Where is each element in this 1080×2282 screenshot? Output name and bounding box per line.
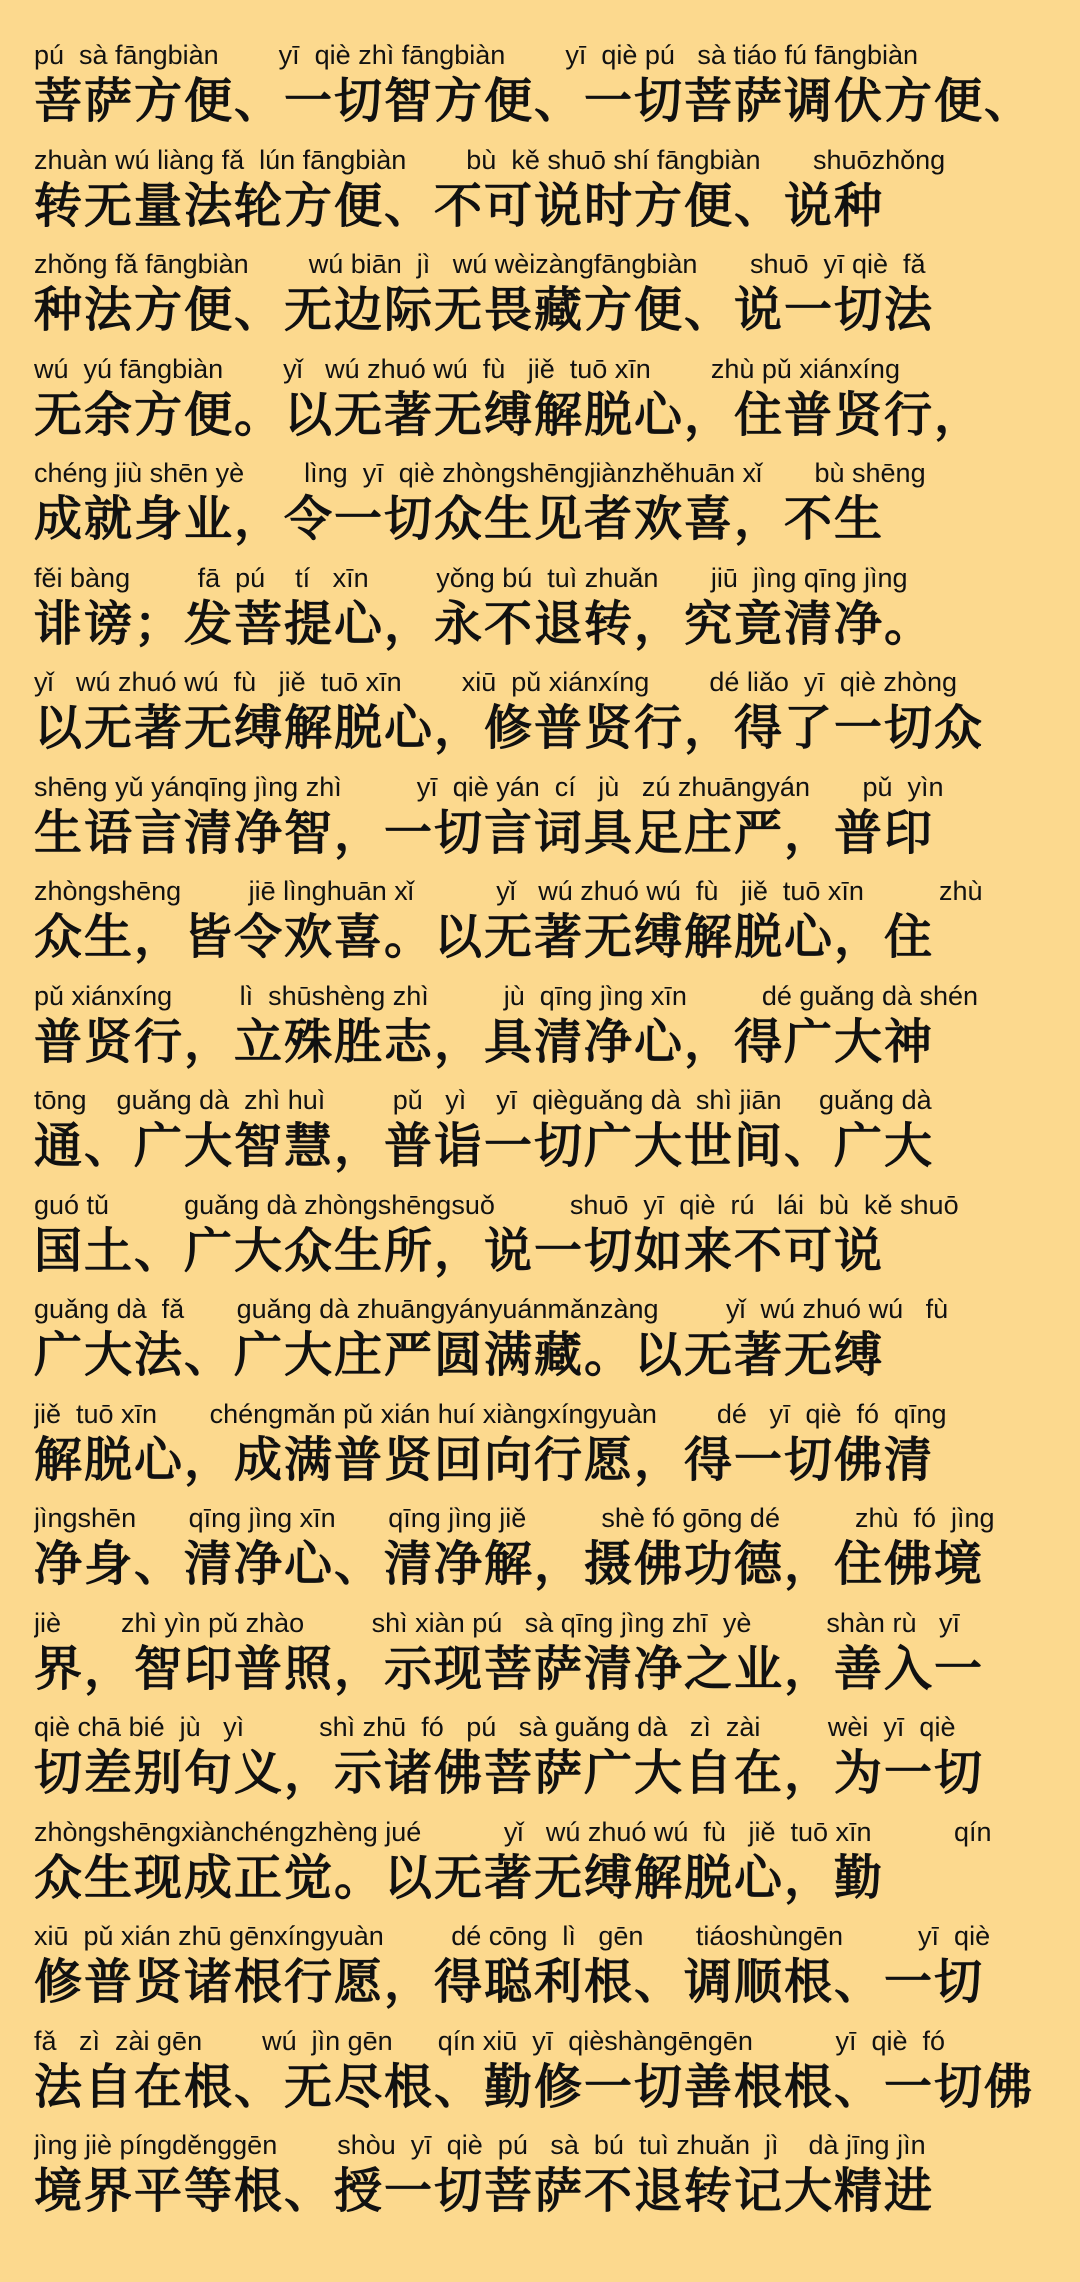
hanzi-row: 众生，皆令欢喜。以无著无缚解脱心，住 — [34, 909, 935, 965]
pinyin-row: guó tǔ guǎng dà zhòngshēngsuǒ shuō yī qiè rú lái bù kě shuō — [34, 1189, 959, 1220]
text-line — [34, 1294, 1056, 1399]
hanzi-row: 诽谤；发菩提心，永不退转，究竟清净。 — [34, 595, 935, 652]
text-line — [34, 249, 1056, 354]
hanzi-row: 以无著无缚解脱心，修普贤行，得了一切众 — [34, 700, 985, 756]
pinyin-row: jìngshēn qīng jìng xīn qīng jìng jiě shè fó gōng dé zhù fó jìng — [34, 1503, 995, 1533]
hanzi-row: 众生现成正觉。以无著无缚解脱心，勤 — [34, 1849, 885, 1906]
hanzi-row: 通、广大智慧，普诣一切广大世间、广大 — [34, 1118, 935, 1174]
hanzi-row: 广大法、广大庄严圆满藏。以无著无缚 — [34, 1327, 885, 1383]
pinyin-row: zhòngshēngxiànchéngzhèng jué yǐ wú zhuó wú fù jiě tuō xīn qín — [34, 1816, 992, 1847]
text-line — [34, 40, 1056, 145]
pinyin-row: chéng jiù shēn yè lìng yī qiè zhòngshēngjiànzhěhuān xǐ bù shēng — [34, 458, 926, 488]
text-line — [34, 667, 1056, 772]
hanzi-row: 解脱心，成满普贤回向行愿，得一切佛清 — [34, 1431, 935, 1488]
pinyin-row: fěi bàng fā pú tí xīn yǒng bú tuì zhuǎn jiū jìng qīng jìng — [34, 562, 908, 593]
pinyin-row: pǔ xiánxíng lì shūshèng zhì jù qīng jìng xīn dé guǎng dà shén — [34, 980, 979, 1011]
text-line — [34, 1921, 1056, 2026]
text-line — [34, 1712, 1056, 1817]
hanzi-row: 无余方便。以无著无缚解脱心，住普贤行， — [34, 386, 985, 443]
pinyin-row: guǎng dà fǎ guǎng dà zhuāngyányuánmǎnzàng yǐ wú zhuó wú fù — [34, 1294, 949, 1324]
text-line — [34, 1085, 1056, 1190]
hanzi-row: 种法方便、无边际无畏藏方便、说一切法 — [34, 282, 935, 338]
hanzi-row: 菩萨方便、一切智方便、一切菩萨调伏方便、 — [34, 73, 1035, 129]
text-line — [34, 458, 1056, 563]
hanzi-row: 普贤行，立殊胜志，具清净心，得广大神 — [34, 1013, 935, 1070]
pinyin-row: qiè chā bié jù yì shì zhū fó pú sà guǎng dà zì zài wèi yī qiè — [34, 1712, 956, 1742]
pinyin-row: zhǒng fǎ fāngbiàn wú biān jì wú wèizàngfāngbiàn shuō yī qiè fǎ — [34, 249, 926, 279]
text-line — [34, 354, 1056, 459]
pinyin-row: zhòngshēng jiē lìnghuān xǐ yǐ wú zhuó wú fù jiě tuō xīn zhù — [34, 876, 983, 906]
hanzi-row: 法自在根、无尽根、勤修一切善根根、一切佛 — [34, 2058, 1035, 2115]
pinyin-row: yǐ wú zhuó wú fù jiě tuō xīn xiū pǔ xiánxíng dé liǎo yī qiè zhòng — [34, 667, 957, 697]
text-line — [34, 2130, 1056, 2235]
text-line — [34, 1190, 1056, 1295]
text-line — [34, 876, 1056, 981]
pinyin-row: zhuàn wú liàng fǎ lún fāngbiàn bù kě shuō shí fāngbiàn shuōzhǒng — [34, 144, 946, 175]
text-line — [34, 1608, 1056, 1713]
hanzi-row: 界，智印普照，示现菩萨清净之业，善入一 — [34, 1640, 985, 1697]
pinyin-row: wú yú fāngbiàn yǐ wú zhuó wú fù jiě tuō xīn zhù pǔ xiánxíng — [34, 353, 900, 384]
text-line — [34, 563, 1056, 668]
pinyin-row: fǎ zì zài gēn wú jìn gēn qín xiū yī qièshàngēngēn yī qiè fó — [34, 2025, 945, 2056]
pinyin-row: shēng yǔ yánqīng jìng zhì yī qiè yán cí jù zú zhuāngyán pǔ yìn — [34, 771, 944, 802]
text-line — [34, 1399, 1056, 1504]
pinyin-row: pú sà fāngbiàn yī qiè zhì fāngbiàn yī qiè pú sà tiáo fú fāngbiàn — [34, 40, 919, 70]
hanzi-row: 转无量法轮方便、不可说时方便、说种 — [34, 177, 885, 234]
hanzi-row: 国土、广大众生所，说一切如来不可说 — [34, 1222, 885, 1279]
text-line — [34, 2026, 1056, 2131]
hanzi-row: 生语言清净智，一切言词具足庄严，普印 — [34, 804, 935, 861]
pinyin-row: jiè zhì yìn pǔ zhào shì xiàn pú sà qīng jìng zhī yè shàn rù yī — [34, 1607, 960, 1638]
hanzi-row: 修普贤诸根行愿，得聪利根、调顺根、一切 — [34, 1954, 985, 2010]
text-line — [34, 772, 1056, 877]
text-line — [34, 145, 1056, 250]
pinyin-row: jìng jiè píngděnggēn shòu yī qiè pú sà bú tuì zhuǎn jì dà jīng jìn — [34, 2130, 926, 2160]
hanzi-row: 成就身业，令一切众生见者欢喜，不生 — [34, 491, 885, 547]
text-line — [34, 1817, 1056, 1922]
hanzi-row: 切差别句义，示诸佛菩萨广大自在，为一切 — [34, 1745, 985, 1801]
pinyin-row: tōng guǎng dà zhì huì pǔ yì yī qièguǎng dà shì jiān guǎng dà — [34, 1085, 932, 1115]
pinyin-row: xiū pǔ xián zhū gēnxíngyuàn dé cōng lì gēn tiáoshùngēn yī qiè — [34, 1921, 991, 1951]
hanzi-row: 净身、清净心、清净解，摄佛功德，住佛境 — [34, 1536, 985, 1592]
text-line — [34, 1503, 1056, 1608]
text-line — [34, 981, 1056, 1086]
hanzi-row: 境界平等根、授一切菩萨不退转记大精进 — [34, 2163, 935, 2219]
pinyin-row: jiě tuō xīn chéngmǎn pǔ xián huí xiàngxíngyuàn dé yī qiè fó qīng — [34, 1398, 947, 1429]
